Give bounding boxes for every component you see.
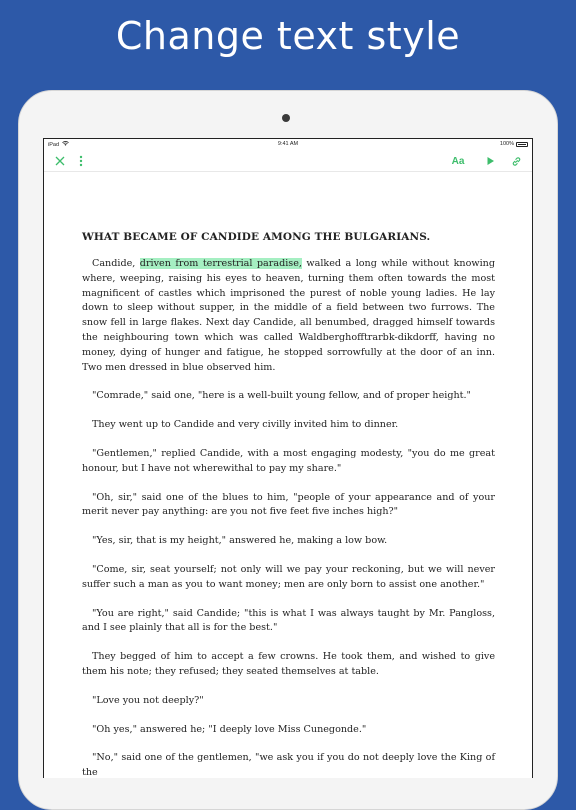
vertical-dots-icon: [79, 155, 83, 167]
status-bar: [44, 139, 532, 150]
more-options-button[interactable]: [73, 153, 89, 169]
paragraph: "Gentlemen," replied Candide, with a most engaging modesty, "you do me great honour, but I have not wherewithal to pay my share.": [82, 447, 495, 474]
paragraph: "Yes, sir, that is my height," answered he, making a low bow.: [92, 535, 388, 547]
close-icon: [55, 156, 65, 166]
play-icon: [486, 156, 495, 166]
paragraph: They begged of him to accept a few crowns. He took them, and wished to give them his note; they refused; they seated themselves at table.: [82, 651, 495, 677]
paragraph: They went up to Candide and very civilly invited him to dinner.: [92, 419, 399, 431]
close-button[interactable]: [52, 153, 68, 169]
link-icon: [511, 156, 522, 167]
paragraph: "Oh, sir," said one of the blues to him, "people of your appearance and of your merit never pay anything: are you not five feet five inches high?": [82, 491, 495, 518]
reader-toolbar: [44, 150, 532, 172]
paragraph: "Come, sir, seat yourself; not only will we pay your reckoning, but we will never suffer such a man as you to want money; men are only born to assist one another.": [82, 563, 495, 590]
status-time: 9:41 AM: [277, 141, 299, 147]
chapter-title: WHAT BECAME OF CANDIDE AMONG THE BULGARIANS.: [82, 231, 431, 243]
paragraph-text: walked a long while without knowing where, weeping, raising his eyes to heaven, turning them often towards the most magnificent of castles which imprisoned the purest of noble young ladies. He lay down to sleep without supper, in the middle of a field between two furrows. The snow fell in large flakes. Next day Candide, all benumbed, dragged himself towards the neighbouring town which was called Waldberghofftrarbk-dikdorff, having no money, dying of hunger and fatigue, he stopped sorrowfully at the door of an inn. Two men dressed in blue observed him.: [82, 258, 495, 373]
battery-percent: 100%: [499, 141, 514, 147]
reader-screen: [43, 138, 533, 778]
book-content: [82, 231, 495, 778]
status-right: [500, 141, 528, 147]
device-name: iPad: [48, 141, 60, 148]
paragraph: "Oh yes," answered he; "I deeply love Miss Cunegonde.": [92, 723, 367, 735]
paragraph: [82, 257, 495, 375]
link-button[interactable]: [508, 153, 524, 169]
text-style-button[interactable]: Aa: [451, 155, 465, 167]
paragraph: "You are right," said Candide; "this is what I was always taught by Mr. Pangloss, and I see plainly that all is for the best.": [82, 607, 495, 634]
promo-headline: Change text style: [115, 14, 461, 58]
front-camera: [282, 114, 290, 122]
paragraph: "Comrade," said one, "here is a well-built young fellow, and of proper height.": [92, 390, 471, 402]
paragraph: "Love you not deeply?": [92, 694, 204, 706]
paragraph: "No," said one of the gentlemen, "we ask you if you do not deeply love the King of the: [82, 752, 495, 778]
battery-icon: [516, 142, 528, 147]
paragraph-text: Candide,: [92, 258, 140, 269]
play-button[interactable]: [482, 153, 498, 169]
highlighted-text[interactable]: driven from terrestrial paradise,: [139, 258, 302, 269]
